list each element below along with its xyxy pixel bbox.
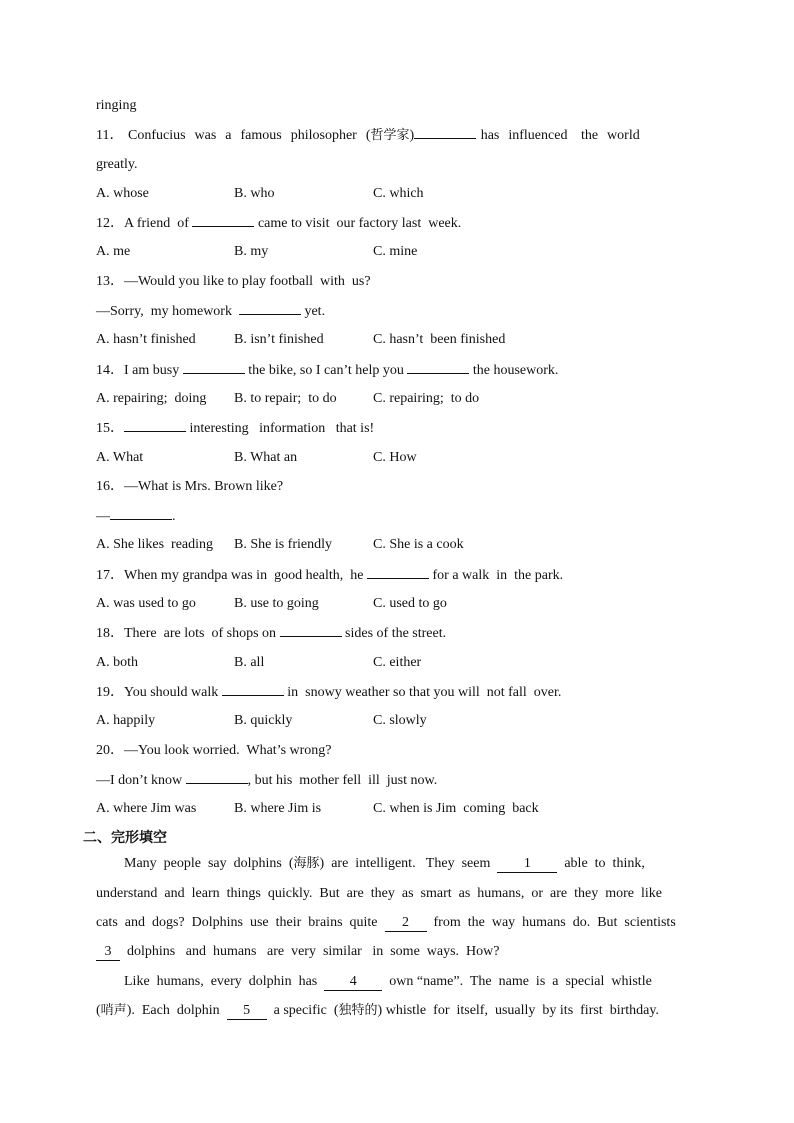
answer-blank: [367, 564, 429, 579]
option-c: C. either: [373, 654, 422, 670]
question-14-stem: 14．I am busy the bike, so I can’t help you the housework.: [96, 359, 696, 388]
question-17-stem: 17．When my grandpa was in good health, he for a walk in the park.: [96, 564, 696, 593]
question-18-options: [96, 652, 696, 681]
cloze-blank-4: 4: [324, 974, 382, 991]
answer-blank: [407, 359, 469, 374]
option-b: B. use to going: [234, 596, 319, 612]
cloze-blank-2: 2: [385, 915, 427, 932]
option-b: B. She is friendly: [234, 537, 332, 553]
question-13-options: [96, 329, 696, 358]
answer-blank: [414, 124, 476, 139]
question-14-options: [96, 388, 696, 417]
option-c: C. How: [373, 449, 417, 465]
passage-line-4: 3 dolphins and humans are very similar in some ways. How?: [96, 941, 696, 970]
option-a: A. repairing; doing: [96, 390, 207, 406]
option-b: B. where Jim is: [234, 801, 322, 817]
answer-blank: [124, 417, 186, 432]
question-18-stem: 18．There are lots of shops on sides of the street.: [96, 622, 696, 651]
option-b: B. my: [234, 244, 269, 260]
passage-line-1: Many people say dolphins (海豚) are intelligent. They seem 1 able to think,: [124, 856, 645, 872]
cloze-blank-3: 3: [96, 944, 120, 961]
option-a: A. was used to go: [96, 596, 196, 612]
option-b: B. quickly: [234, 713, 293, 729]
worksheet-page: [83, 95, 696, 1029]
option-c: C. mine: [373, 244, 418, 260]
option-c: C. hasn’t been finished: [373, 332, 506, 348]
passage-line-2: understand and learn things quickly. But are they as smart as humans, or are they more like: [96, 885, 662, 901]
option-b: B. who: [234, 185, 275, 201]
option-a: A. whose: [96, 185, 149, 201]
answer-blank: [183, 359, 245, 374]
question-11-options: [96, 183, 696, 212]
option-c: C. when is Jim coming back: [373, 801, 539, 817]
question-13-reply: —Sorry, my homework yet.: [96, 300, 696, 329]
question-20-reply: —I don’t know , but his mother fell ill just now.: [96, 769, 696, 798]
intro-fragment: ringing: [96, 98, 137, 113]
option-b: B. What an: [234, 449, 298, 465]
option-a: A. hasn’t finished: [96, 332, 196, 348]
option-c: C. repairing; to do: [373, 390, 480, 406]
cloze-blank-1: 1: [497, 856, 557, 873]
option-c: C. which: [373, 185, 424, 201]
option-a: A. me: [96, 244, 131, 260]
option-c: C. She is a cook: [373, 537, 464, 553]
option-c: C. used to go: [373, 596, 447, 612]
question-20-stem: 20．—You look worried. What’s wrong?: [96, 742, 332, 758]
question-20-options: [96, 798, 696, 827]
question-13-stem: 13．—Would you like to play football with us?: [96, 273, 371, 289]
option-c: C. slowly: [373, 713, 427, 729]
option-b: B. isn’t finished: [234, 332, 324, 348]
question-16-options: [96, 534, 696, 563]
option-b: B. to repair; to do: [234, 390, 337, 406]
passage-line-6: (哨声). Each dolphin 5 a specific (独特的) whistle for itself, usually by its first birthday.: [96, 1002, 659, 1018]
question-11-stem: 11． Confucius was a famous philosopher (哲学家) has influenced the world: [96, 124, 696, 153]
question-15-stem: 15． interesting information that is!: [96, 417, 696, 446]
question-17-options: [96, 593, 696, 622]
answer-blank: [192, 212, 254, 227]
question-19-options: [96, 710, 696, 739]
option-a: A. happily: [96, 713, 156, 729]
answer-blank: [239, 300, 301, 315]
option-b: B. all: [234, 654, 265, 670]
question-12-stem: 12．A friend of came to visit our factory last week.: [96, 212, 696, 241]
option-a: A. What: [96, 449, 144, 465]
option-a: A. both: [96, 654, 138, 670]
question-15-options: [96, 447, 696, 476]
option-a: A. where Jim was: [96, 801, 197, 817]
option-a: A. She likes reading: [96, 537, 214, 553]
answer-blank: [280, 622, 342, 637]
question-16-stem: 16．—What is Mrs. Brown like?: [96, 478, 284, 494]
cloze-blank-5: 5: [227, 1003, 267, 1020]
answer-blank: [186, 769, 248, 784]
passage-line-5: Like humans, every dolphin has 4 own “name”. The name is a special whistle: [124, 973, 652, 989]
question-11-stem-cont: greatly.: [96, 156, 138, 172]
question-19-stem: 19．You should walk in snowy weather so that you will not fall over.: [96, 681, 696, 710]
section-heading-cloze: 二、完形填空: [83, 830, 167, 847]
answer-blank: [110, 505, 172, 520]
question-16-reply: — .: [96, 505, 696, 534]
passage-line-3: cats and dogs? Dolphins use their brains quite 2 from the way humans do. But scientists: [96, 915, 676, 931]
question-12-options: [96, 241, 696, 270]
answer-blank: [222, 681, 284, 696]
